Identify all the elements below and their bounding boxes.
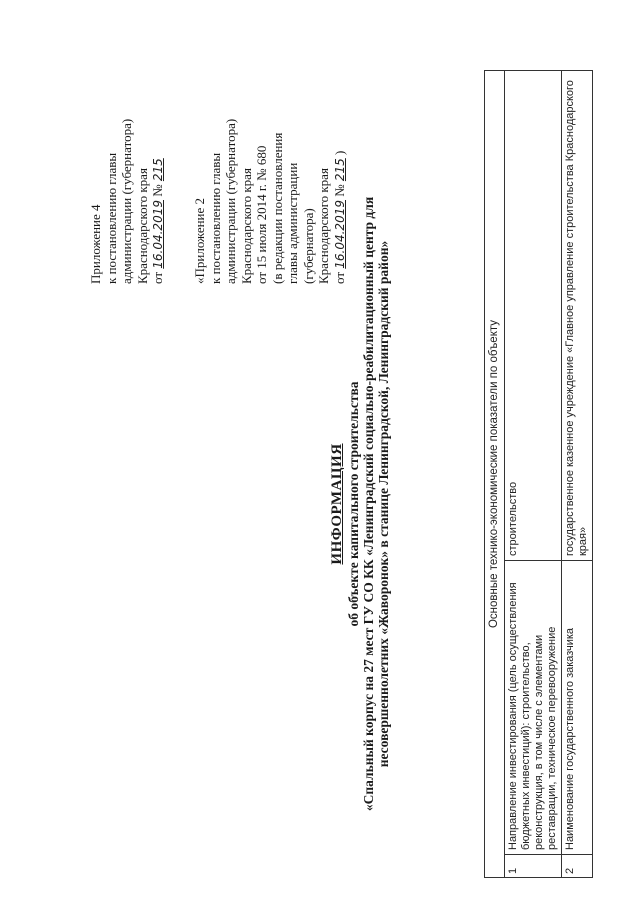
appendix-2-line: (в редакции постановления (269, 132, 285, 284)
table-header: Основные технико-экономические показатели по объекту (485, 71, 505, 878)
table-row (505, 71, 562, 878)
appendix-2-line: к постановлению главы (207, 152, 223, 284)
number-prefix: № (331, 184, 347, 197)
title-line: «Спальный корпус на 27 мест ГУ СО КК «Ленинградский социально-реабилитационный центр для (361, 196, 376, 812)
appendix-2-line: от 15 июля 2014 г. № 680 (254, 145, 269, 284)
table-row (562, 71, 593, 878)
closing-paren: ) (331, 150, 347, 155)
row-label: Направление инвестирования (цель осуществления бюджетных инвестиций): строительство, реконструкция, в том числе с элементами реставрации, техническое перевооружение (505, 561, 562, 855)
handwritten-number: 215 (332, 158, 347, 182)
row-value: строительство (505, 71, 562, 561)
appendix-2-line: (губернатора) (300, 208, 316, 284)
appendix-4-date-line (150, 24, 167, 284)
appendix-2-line: Краснодарского края (316, 168, 331, 284)
title-heading: ИНФОРМАЦИЯ (329, 443, 345, 565)
appendix-2-line: «Приложение 2 (192, 197, 207, 284)
row-number: 2 (562, 855, 593, 878)
appendix-2-block (192, 24, 348, 284)
appendix-4-block (88, 24, 167, 284)
row-value: государственное казенное учреждение «Главное управление строительства Краснодарского края» (562, 71, 593, 561)
handwritten-date: 16.04.2019 (151, 200, 165, 269)
row-number: 1 (505, 855, 562, 878)
title-line: несовершеннолетних «Жаворонок» в станице Ленинградской, Ленинградский район» (376, 240, 391, 768)
appendix-2-line: администрации (губернатора) (223, 118, 238, 284)
appendix-4-line: Краснодарского края (134, 168, 150, 284)
handwritten-number: 215 (151, 158, 165, 182)
title-line: об объекте капитального строительства (346, 381, 361, 627)
from-prefix: от (331, 271, 347, 284)
number-prefix: № (150, 184, 165, 197)
indicators-table (484, 70, 593, 878)
appendix-4-line: к постановлению главы (103, 152, 119, 284)
document-title (330, 144, 391, 864)
handwritten-date: 16.04.2019 (332, 200, 347, 269)
appendix-2-line: Краснодарского края (238, 168, 254, 284)
appendix-4-line: Приложение 4 (88, 204, 103, 284)
appendix-2-line: главы администрации (285, 162, 300, 284)
from-prefix: от (150, 271, 165, 284)
appendix-4-line: администрации (губернатора) (119, 118, 134, 284)
row-label: Наименование государственного заказчика (562, 561, 593, 855)
table-header-row (485, 71, 505, 878)
